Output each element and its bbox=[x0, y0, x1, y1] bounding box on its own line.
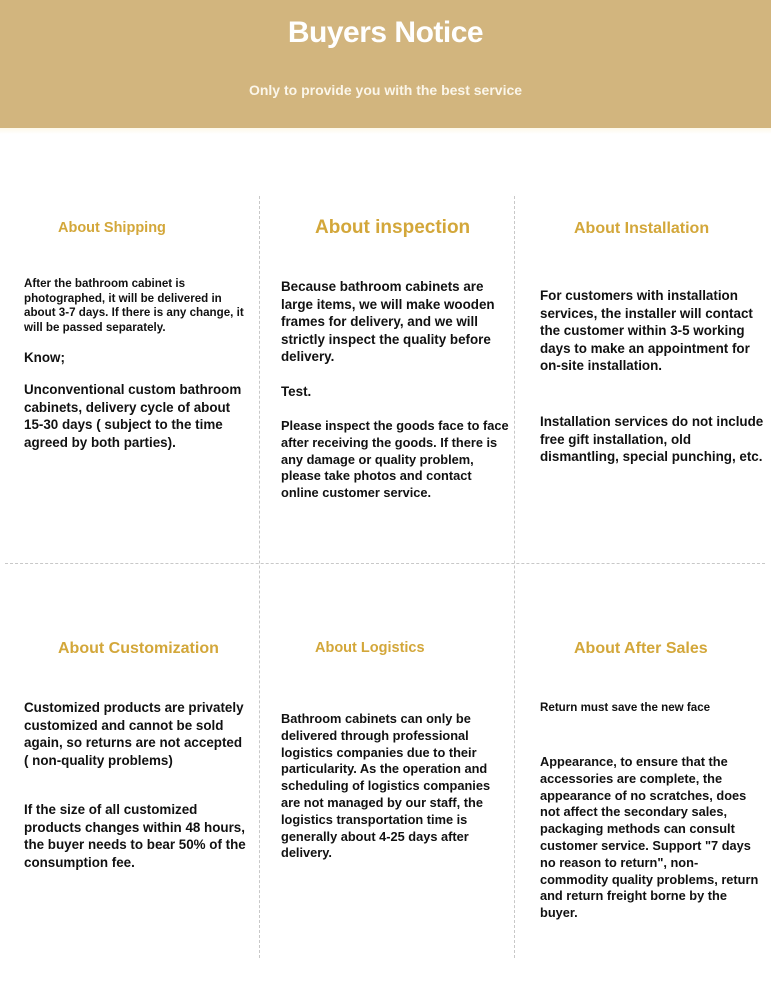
section-text: If the size of all customized products changes within 48 hours, the buyer needs to bear 50% of the consumption fee. bbox=[24, 802, 246, 870]
page-title: Buyers Notice bbox=[287, 16, 484, 49]
section-heading: About Shipping bbox=[58, 220, 166, 236]
section-text: Appearance, to ensure that the accessories are complete, the appearance of no scratches, does not affect the secondary sales, packaging methods can consult customer service. Support "7 days no reason to return", non-commodity quality problems, return and return freight borne by the buyer. bbox=[540, 754, 759, 921]
section-text: Bathroom cabinets can only be delivered through professional logistics companies due to their particularity. As the operation and scheduling of logistics companies are not managed by our staff, the logistics transportation time is generally about 4-25 days after delivery. bbox=[281, 711, 491, 861]
section-text: Installation services do not include free gift installation, old dismantling, special punching, etc. bbox=[540, 414, 764, 464]
section-heading: About After Sales bbox=[574, 640, 708, 657]
section-text: Please inspect the goods face to face after receiving the goods. If there is any damage or quality problem, please take photos and contact online customer service. bbox=[281, 418, 509, 501]
section-text: Know; bbox=[24, 350, 65, 365]
row-divider bbox=[5, 563, 765, 564]
section-text: Customized products are privately customized and cannot be sold again, so returns are not accepted ( non-quality problems) bbox=[24, 700, 244, 768]
section-heading: About Customization bbox=[58, 640, 219, 657]
section-heading: About inspection bbox=[315, 217, 471, 238]
header-banner bbox=[0, 0, 771, 128]
section-text: Test. bbox=[281, 384, 312, 399]
section-heading: About Logistics bbox=[315, 640, 425, 656]
section-text: For customers with installation services, the installer will contact the customer within 3-5 working days to make an appointment for on-site installation. bbox=[540, 288, 753, 373]
column-divider bbox=[514, 196, 515, 958]
column-divider bbox=[259, 196, 260, 958]
section-text: Because bathroom cabinets are large items, we will make wooden frames for delivery, and we will strictly inspect the quality before delivery. bbox=[281, 279, 495, 364]
section-text: Unconventional custom bathroom cabinets, delivery cycle of about 15-30 days ( subject to the time agreed by both parties). bbox=[24, 382, 242, 450]
page-subtitle: Only to provide you with the best service bbox=[248, 82, 523, 98]
banner-shadow bbox=[0, 128, 771, 134]
section-text: Return must save the new face bbox=[540, 701, 711, 714]
section-text: After the bathroom cabinet is photographed, it will be delivered in about 3-7 days. If there is any change, it will be passed separately. bbox=[24, 277, 244, 334]
section-heading: About Installation bbox=[574, 220, 710, 237]
